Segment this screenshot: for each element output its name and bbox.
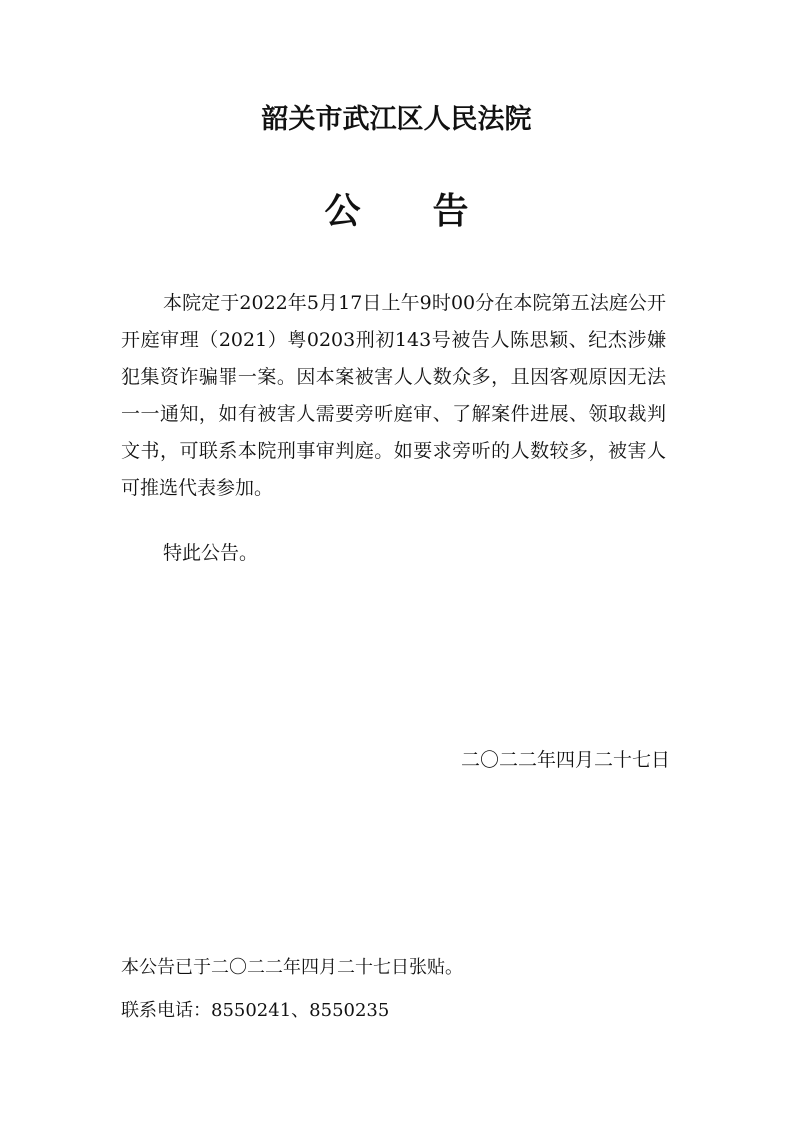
contact-label: 联系电话： [121,1000,211,1021]
notice-title-char-1: 公 [324,191,361,232]
notice-title-char-2: 告 [432,191,469,232]
contact-line [121,993,389,1029]
signature-date: 二〇二二年四月二十七日 [460,749,670,771]
contact-numbers: 8550241、8550235 [211,1000,390,1021]
notice-title [0,190,793,234]
posted-notice-line: 本公告已于二〇二二年四月二十七日张贴。 [121,957,463,978]
notice-body-paragraph: 本院定于2022年5月17日上午9时00分在本院第五法庭公开开庭审理（2021）粤0203刑初143号被告人陈思颖、纪杰涉嫌犯集资诈骗罪一案。因本案被害人人数众多，且因客观原因无法一一通知，如有被害人需要旁听庭审、了解案件进展、领取裁判文书，可联系本院刑事审判庭。如要求旁听的人数较多，被害人可推选代表参加。 [121,292,666,499]
court-name-heading: 韶关市武江区人民法院 [261,104,532,135]
closing-statement: 特此公告。 [163,542,259,564]
